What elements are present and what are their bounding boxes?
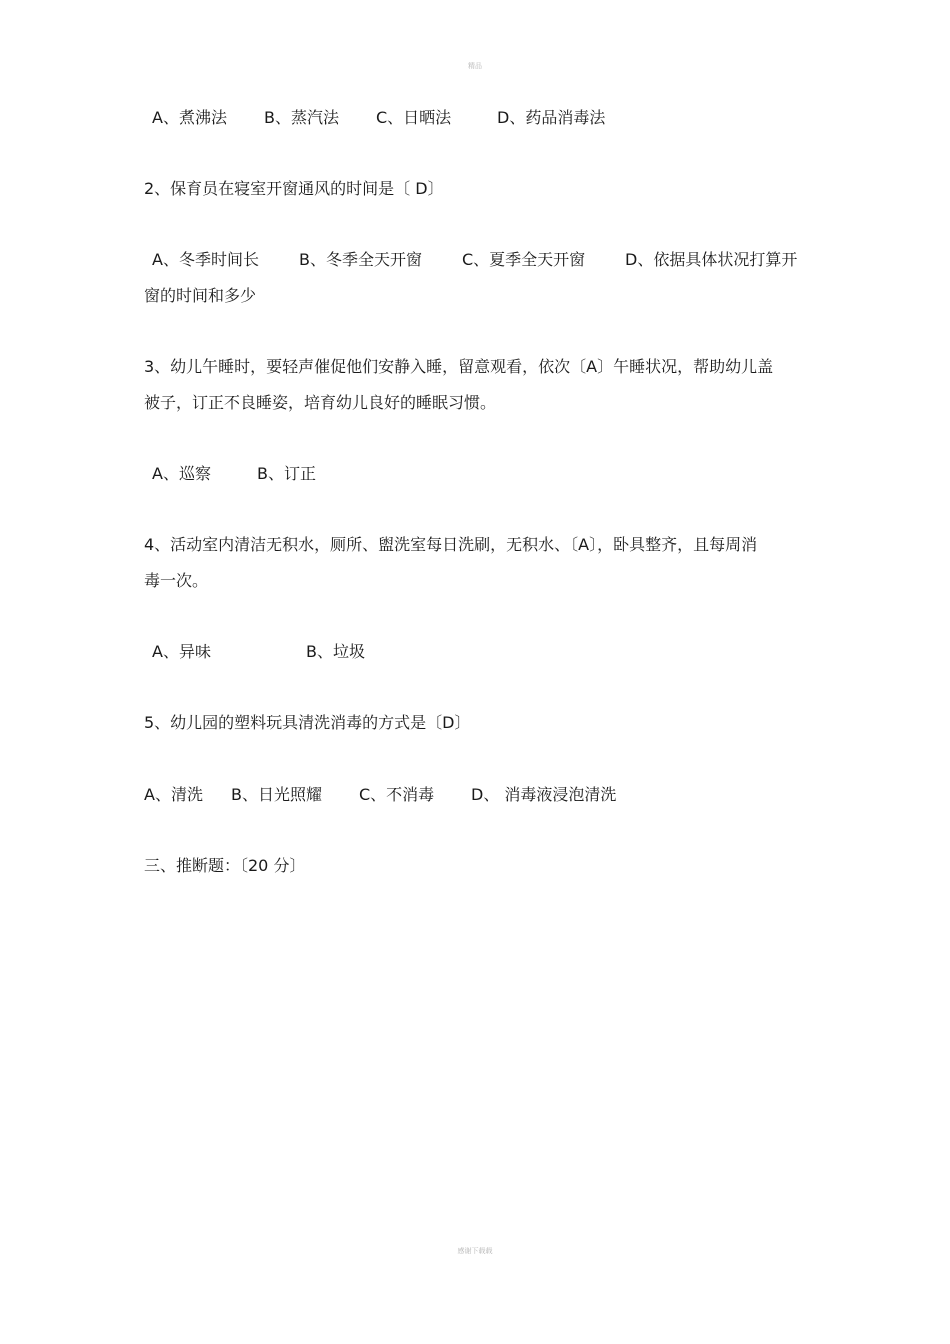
q2-stem: 2、保育员在寝室开窗通风的时间是〔 D〕 (144, 179, 444, 198)
q1-option-c: C、日晒法 (376, 108, 452, 127)
q5-option-c: C、不消毒 (359, 785, 435, 804)
q2-option-b: B、冬季全天开窗 (299, 250, 422, 269)
q1-option-d: D、药品消毒法 (497, 108, 606, 127)
page-footer: 感谢下载载 (457, 1247, 493, 1255)
q5-option-d: D、 消毒液浸泡清洗 (471, 785, 617, 804)
q5-option-a: A、清洗 (144, 785, 203, 804)
q2-option-d-continuation: 窗的时间和多少 (144, 286, 257, 305)
q1-option-a: A、煮沸法 (152, 108, 227, 127)
q3-option-a: A、巡察 (152, 464, 211, 483)
q1-option-b: B、蒸汽法 (264, 108, 339, 127)
section-3-heading: 三、推断题：〔20 分〕 (144, 856, 306, 875)
page-header: 精品 (468, 62, 482, 70)
q3-option-b: B、订正 (257, 464, 316, 483)
q3-stem-line-1: 3、幼儿午睡时，要轻声催促他们安静入睡，留意观看，依次〔A〕午睡状况，帮助幼儿盖 (144, 357, 774, 376)
q4-stem-line-1: 4、活动室内清洁无积水，厕所、盥洗室每日洗刷，无积水、〔A〕，卧具整齐，且每周消 (144, 535, 758, 554)
q3-stem-line-2: 被子，订正不良睡姿，培育幼儿良好的睡眠习惯。 (144, 393, 497, 412)
q4-option-a: A、异味 (152, 642, 211, 661)
q5-option-b: B、日光照耀 (231, 785, 322, 804)
q5-stem: 5、幼儿园的塑料玩具清洗消毒的方式是〔D〕 (144, 713, 471, 732)
q2-option-c: C、夏季全天开窗 (462, 250, 586, 269)
q2-option-a: A、冬季时间长 (152, 250, 259, 269)
q4-stem-line-2: 毒一次。 (144, 571, 209, 590)
q2-option-d: D、依据具体状况打算开 (625, 250, 798, 269)
q4-option-b: B、垃圾 (306, 642, 365, 661)
